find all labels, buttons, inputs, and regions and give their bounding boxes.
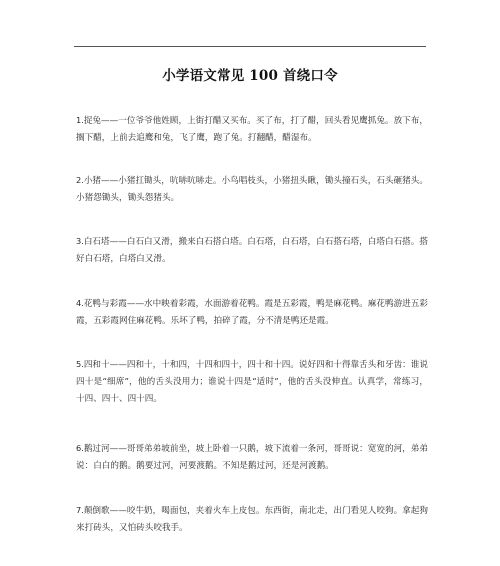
paragraph-text: 花鸭与彩霞——水中映着彩霞，水面游着花鸭。霞是五彩霞，鸭是麻花鸭。麻花鸭游进五彩霞，五彩霞网住麻花鸭。乐坏了鸭，拍碎了霞，分不清是鸭还是霞。: [76, 299, 428, 326]
paragraph-text: 捉兔——一位爷爷他姓顾，上街打醋又买布。买了布，打了醋，回头看见鹰抓兔。放下布，搁下醋，上前去追鹰和兔，飞了鹰，跑了兔。打翻醋，醋湿布。: [76, 116, 428, 143]
paragraph-5: [76, 356, 428, 408]
paragraph-number: 7.: [76, 505, 84, 515]
paragraph-number: 6.: [76, 443, 84, 453]
paragraph-4: [76, 295, 428, 330]
document-title: 小学语文常见 100 首绕口令: [162, 68, 338, 84]
paragraph-number: 2.: [76, 175, 84, 185]
paragraph-6: [76, 440, 428, 475]
paragraph-number: 5.: [76, 359, 84, 369]
paragraph-text: 白石塔——白石白又滑，搬来白石搭白塔。白石塔，白石塔，白石搭石塔，白塔白石搭。搭好白石塔，白塔白又滑。: [76, 237, 428, 264]
paragraph-text: 四和十——四和十，十和四，十四和四十，四十和十四。说好四和十得靠舌头和牙齿：谁说四十是“细席”，他的舌头没用力；谁说十四是“适时”，他的舌头没伸直。认真学，常练习，十四、四十、四十四。: [76, 360, 428, 404]
paragraph-number: 4.: [76, 298, 84, 308]
paragraph-text: 鹅过河——哥哥弟弟坡前坐，坡上卧着一只鹅，坡下流着一条河，哥哥说：宽宽的河，弟弟说：白白的鹅。鹅要过河，河要渡鹅。不知是鹅过河，还是河渡鹅。: [76, 444, 428, 471]
paragraph-text: 小猪——小猪扛锄头，吭哧吭哧走。小鸟唱枝头，小猪扭头瞅，锄头撞石头，石头砸猪头。小猪怨锄头，锄头怨猪头。: [76, 176, 428, 203]
paragraph-7: [76, 502, 428, 537]
paragraph-number: 1.: [76, 115, 84, 125]
paragraph-2: [76, 172, 428, 207]
paragraph-text: 颠倒歌——咬牛奶，喝面包，夹着火车上皮包。东西街，南北走，出门看见人咬狗。拿起狗来打砖头，又怕砖头咬我手。: [76, 506, 428, 533]
paragraph-1: [76, 112, 428, 147]
paragraph-number: 3.: [76, 236, 84, 246]
header-rule: [74, 46, 426, 47]
paragraph-3: [76, 233, 428, 268]
